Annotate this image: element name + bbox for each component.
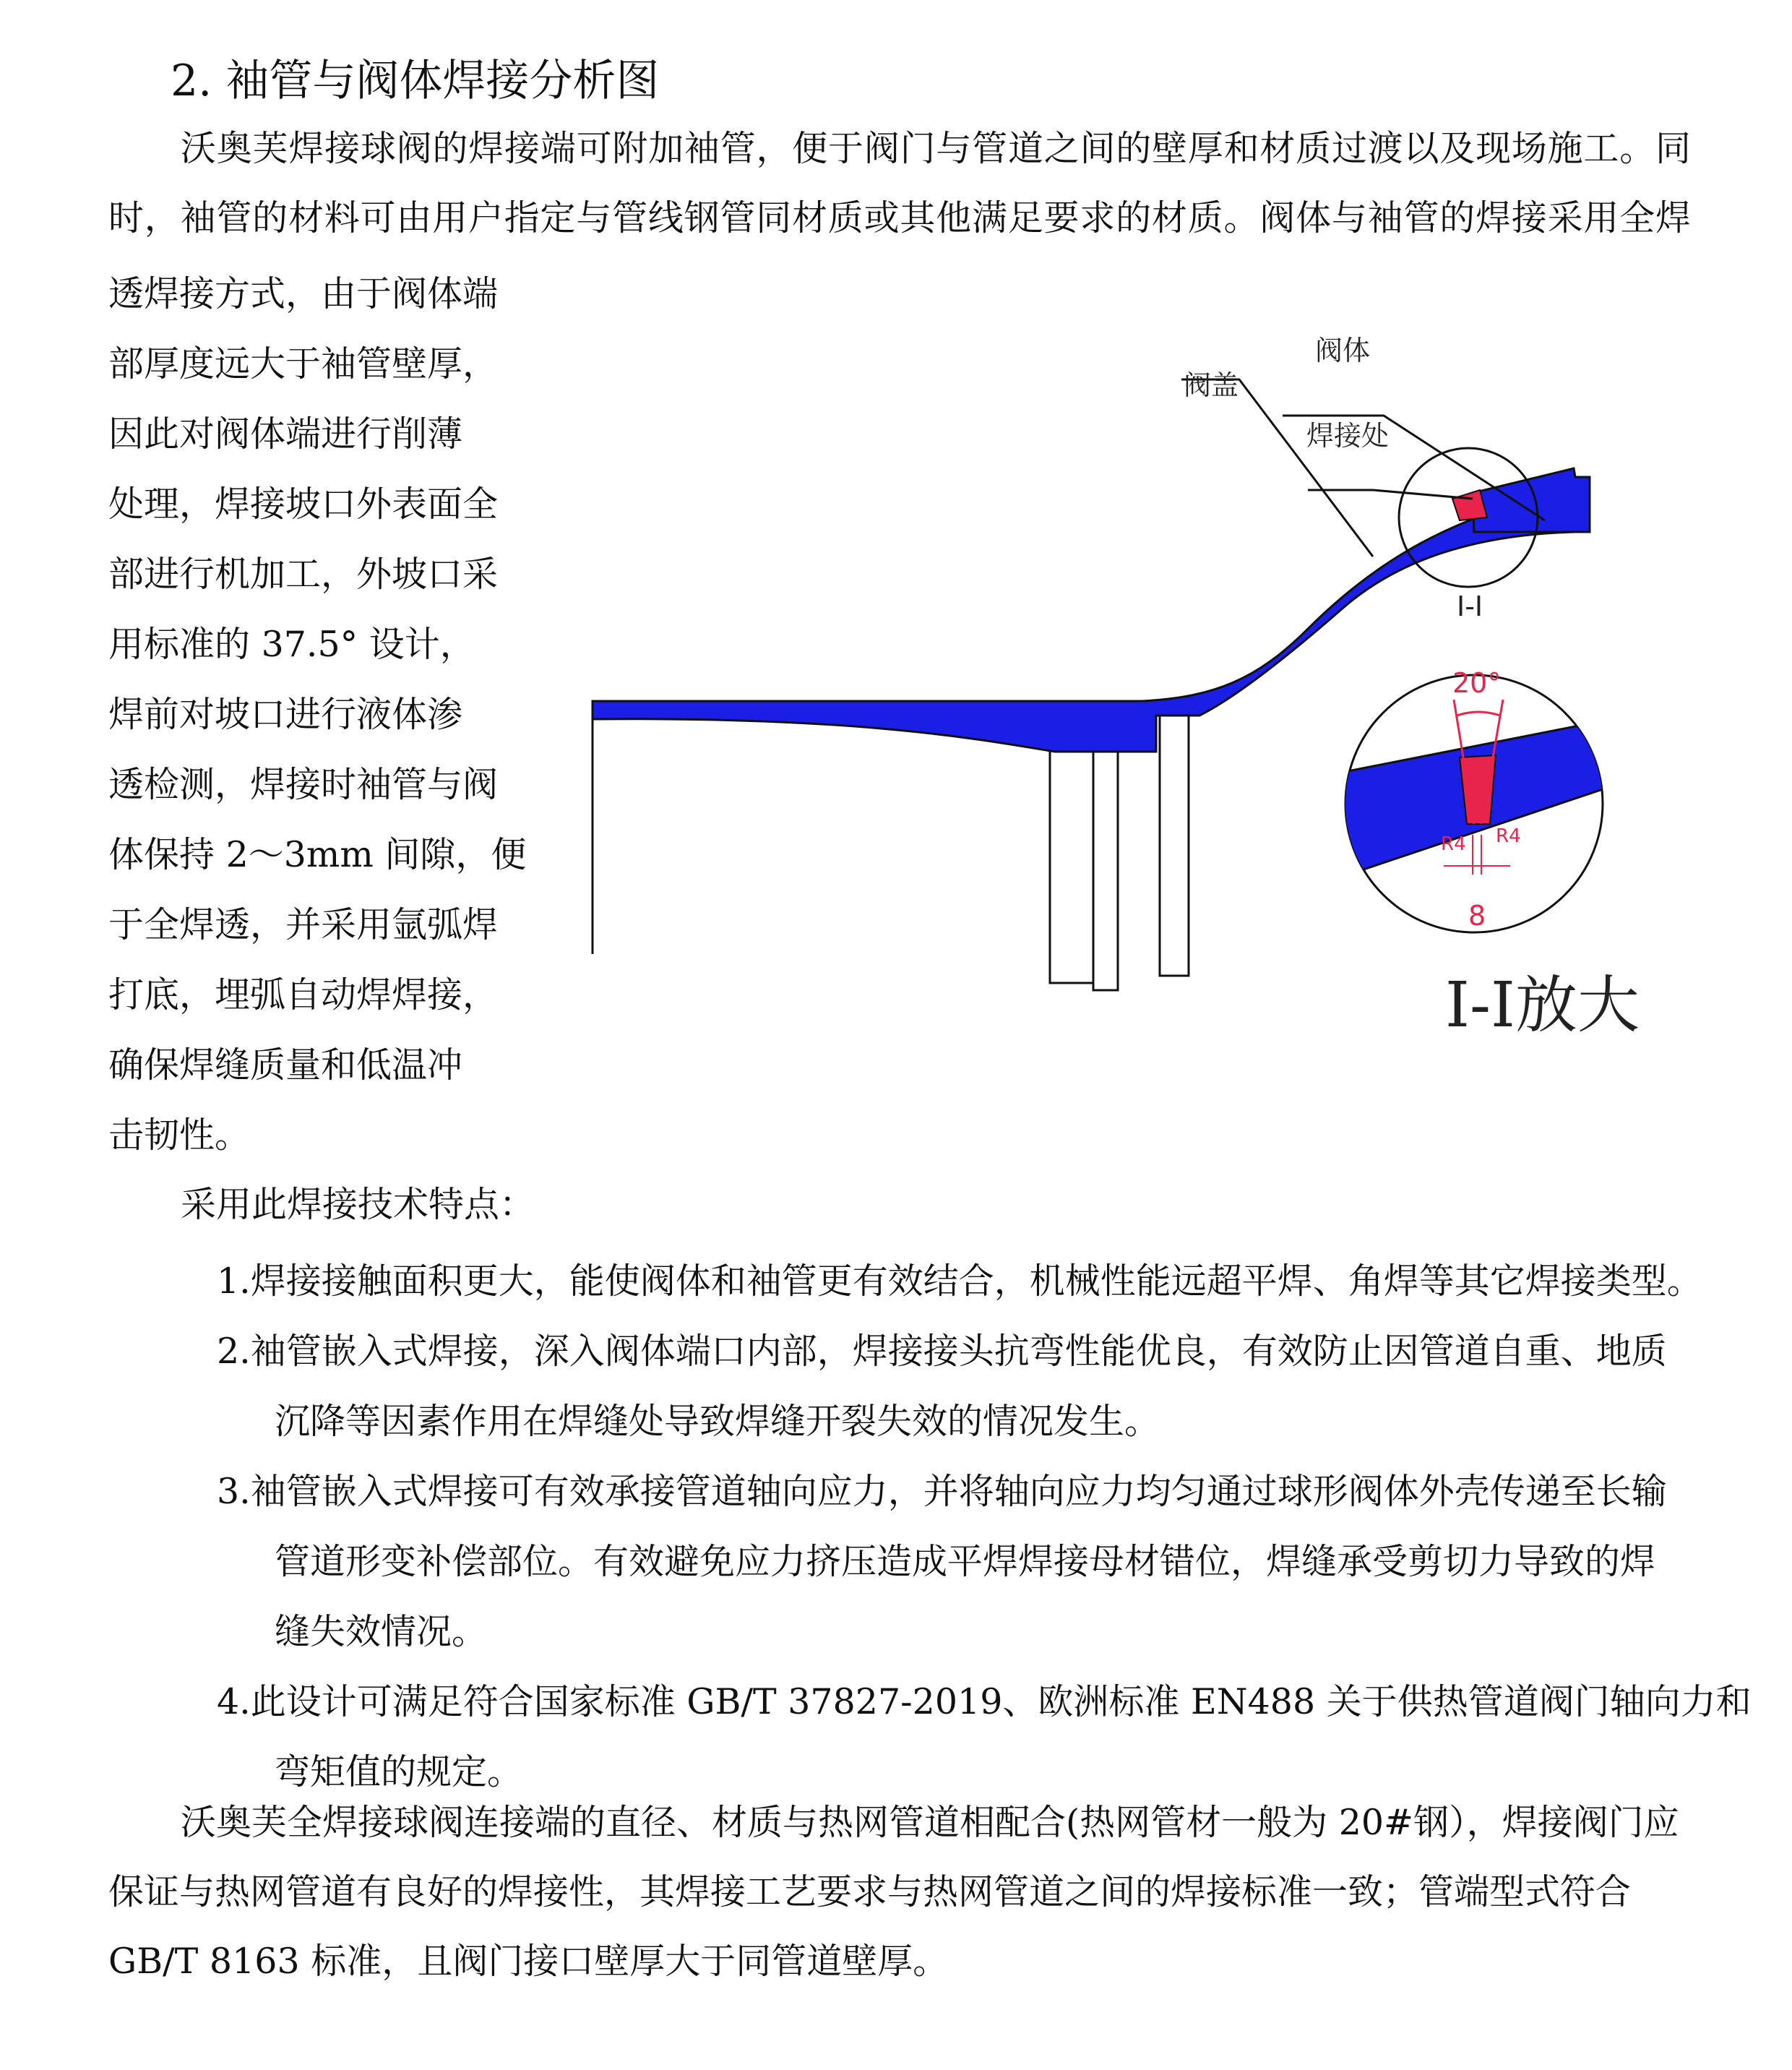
left-line: 确保焊缝质量和低温冲: [108, 1044, 463, 1086]
feature-3-row-1: 3.袖管嵌入式焊接可有效承接管道轴向应力，并将轴向应力均匀通过球形阀体外壳传递至长输: [217, 1471, 1667, 1512]
label-section: I-I: [1457, 590, 1483, 622]
feature-2-row-1: 2.袖管嵌入式焊接，深入阀体端口内部，焊接接头抗弯性能优良，有效防止因管道自重、地质: [217, 1331, 1667, 1372]
left-line: 透焊接方式，由于阀体端: [108, 273, 499, 314]
label-small-right: R4: [1496, 825, 1521, 847]
closing-line-2: 保证与热网管道有良好的焊接性，其焊接工艺要求与热网管道之间的焊接标准一致；管端型式符合: [108, 1871, 1632, 1912]
feature-4-row-1: 4.此设计可满足符合国家标准 GB/T 37827-2019、欧洲标准 EN488 关于供热管道阀门轴向力和: [217, 1681, 1752, 1722]
label-valve-body: 阀体: [1315, 335, 1371, 366]
intro-line-1: 沃奥芙焊接球阀的焊接端可附加袖管，便于阀门与管道之间的壁厚和材质过渡以及现场施工。同: [181, 128, 1691, 169]
label-gap: 8: [1468, 900, 1486, 932]
section-heading: 2. 袖管与阀体焊接分析图: [171, 56, 660, 106]
intro-line-2: 时，袖管的材料可由用户指定与管线钢管同材质或其他满足要求的材质。阀体与袖管的焊接采用全焊: [108, 197, 1691, 239]
weld-analysis-diagram: [564, 304, 1647, 1062]
left-line: 因此对阀体端进行削薄: [108, 413, 463, 455]
left-line: 部厚度远大于袖管壁厚，: [108, 343, 499, 385]
left-line: 用标准的 37.5° 设计，: [108, 624, 475, 665]
closing-line-3: GB/T 8163 标准，且阀门接口壁厚大于同管道壁厚。: [108, 1941, 949, 1982]
feature-4-row-2: 弯矩值的规定。: [275, 1751, 523, 1792]
left-line: 处理，焊接坡口外表面全: [108, 484, 499, 525]
label-detail-title: I-I放大: [1445, 969, 1640, 1042]
left-line: 于全焊透，并采用氩弧焊: [108, 904, 499, 945]
feature-2-row-2: 沉降等因素作用在焊缝处导致焊缝开裂失效的情况发生。: [275, 1401, 1160, 1442]
label-small-left: R4: [1441, 833, 1466, 855]
label-weld: 焊接处: [1306, 420, 1390, 452]
label-bonnet: 阀盖: [1184, 369, 1239, 401]
left-line: 打底，埋弧自动焊焊接，: [108, 974, 499, 1015]
features-intro: 采用此焊接技术特点：: [181, 1184, 535, 1225]
left-line: 部进行机加工，外坡口采: [108, 554, 499, 595]
valve-body-stub: [1473, 468, 1590, 532]
left-line: 体保持 2～3mm 间隙，便: [108, 834, 527, 875]
left-line: 透检测，焊接时袖管与阀: [108, 764, 499, 805]
feature-1-row-1: 1.焊接接触面积更大，能使阀体和袖管更有效结合，机械性能远超平焊、角焊等其它焊接类型。: [217, 1261, 1702, 1302]
feature-3-row-2: 管道形变补偿部位。有效避免应力挤压造成平焊焊接母材错位，焊缝承受剪切力导致的焊: [275, 1541, 1656, 1582]
closing-line-1: 沃奥芙全焊接球阀连接端的直径、材质与热网管道相配合(热网管材一般为 20#钢），焊接阀门应: [181, 1802, 1679, 1843]
left-line: 击韧性。: [108, 1115, 251, 1156]
feature-3-row-3: 缝失效情况。: [275, 1611, 488, 1652]
left-line: 焊前对坡口进行液体渗: [108, 694, 463, 735]
label-angle: 20°: [1452, 667, 1502, 699]
